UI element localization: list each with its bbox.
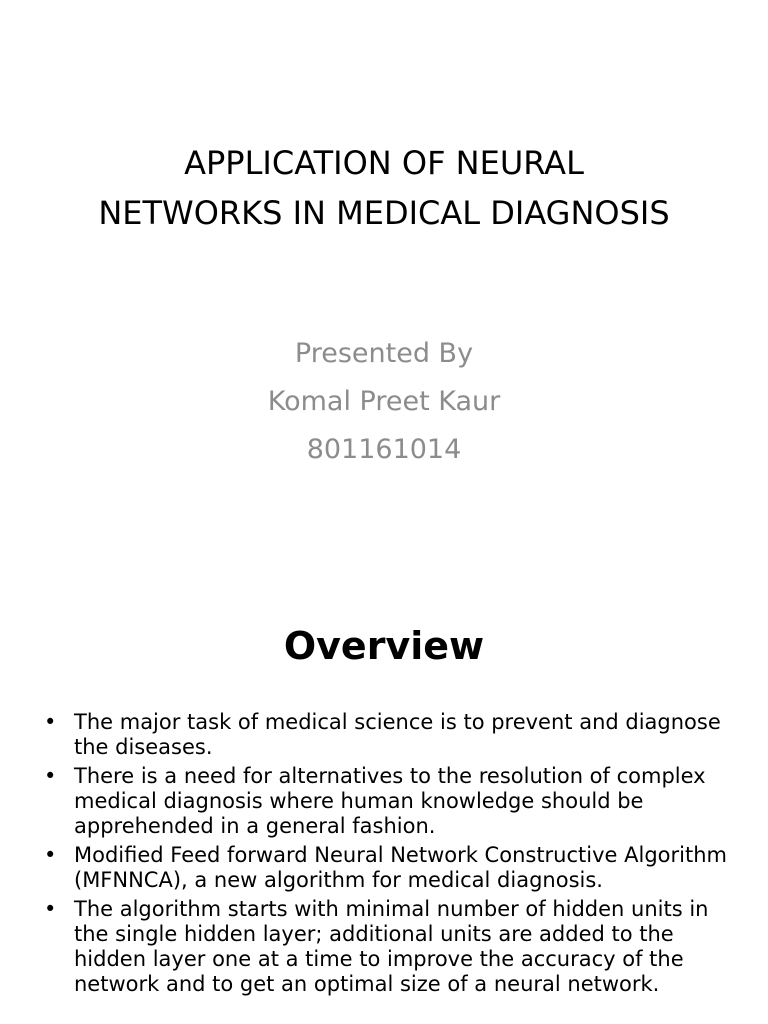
bullet-text: There is a need for alternatives to the resolution of complex medical diagnosis where human knowledge should be apprehended in a general fashion.	[74, 764, 706, 838]
list-item	[44, 843, 728, 893]
bullet-text: The major task of medical science is to prevent and diagnose the diseases.	[74, 710, 721, 759]
presenter-info	[0, 330, 768, 474]
title-line-1: APPLICATION OF NEURAL	[184, 144, 584, 182]
title-line-2: NETWORKS IN MEDICAL DIAGNOSIS	[98, 194, 670, 232]
overview-title: Overview	[283, 624, 485, 668]
presented-by-label: Presented By	[294, 338, 474, 369]
bullet-icon: •	[44, 710, 57, 734]
overview-bullet-list	[44, 710, 728, 1001]
bullet-text: Modified Feed forward Neural Network Constructive Algorithm (MFNNCA), a new algorithm for medical diagnosis.	[74, 843, 727, 892]
presenter-name: Komal Preet Kaur	[267, 386, 501, 417]
presentation-title	[0, 138, 768, 238]
list-item	[44, 764, 728, 839]
presenter-id: 801161014	[306, 434, 462, 465]
bullet-icon: •	[44, 764, 57, 788]
list-item	[44, 897, 728, 997]
list-item	[44, 710, 728, 760]
bullet-icon: •	[44, 897, 57, 921]
overview-slide	[0, 590, 768, 1024]
bullet-icon: •	[44, 843, 57, 867]
bullet-text: The algorithm starts with minimal number of hidden units in the single hidden layer; additional units are added to the hidden layer one at a time to improve the accuracy of the network and to get an optimal size of a neural network.	[74, 897, 709, 996]
